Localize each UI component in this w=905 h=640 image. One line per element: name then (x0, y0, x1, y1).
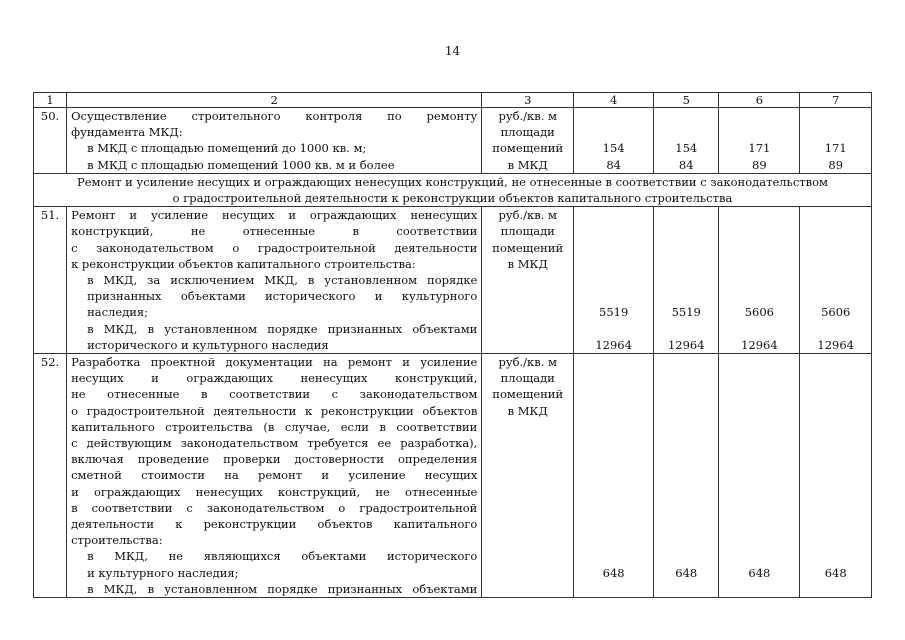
unit-line: в МКД (507, 256, 548, 271)
section-heading (34, 173, 872, 206)
value-cell (654, 207, 719, 354)
description-line: о градостроительной деятельности к реконструкции объектов (71, 403, 478, 418)
value: 5606 (821, 305, 851, 320)
value-cell (800, 207, 872, 354)
value: 648 (748, 565, 771, 580)
description-line: конструкций, не отнесенные в соответствии (71, 224, 478, 239)
value: 5519 (599, 305, 629, 320)
description-subitem: исторического и культурного наследия (87, 337, 329, 352)
value-cell (574, 108, 654, 174)
value: 154 (602, 141, 625, 156)
work-description (67, 108, 482, 174)
unit-cell (482, 354, 574, 598)
column-header: 6 (719, 93, 800, 108)
column-header: 3 (482, 93, 574, 108)
value-cell (800, 354, 872, 598)
description-line: деятельности к реконструкции объектов капитального (71, 517, 478, 532)
value: 84 (678, 157, 694, 172)
value-cell (574, 207, 654, 354)
description-line: Осуществление строительного контроля по ремонту (71, 109, 478, 123)
value: 12964 (741, 337, 778, 352)
description-line: капитального строительства (в случае, если в соответствии (71, 419, 478, 434)
description-line: к реконструкции объектов капитального строительства: (71, 256, 416, 271)
value: 84 (606, 157, 621, 172)
unit-line: в МКД (507, 157, 548, 172)
value-cell (719, 354, 800, 598)
tariff-table (33, 92, 872, 598)
description-line: Ремонт и усиление несущих и ограждающих ненесущих (71, 208, 478, 223)
column-header: 4 (574, 93, 654, 108)
description-line: сметной стоимости на ремонт и усиление несущих (71, 468, 478, 483)
row-number: 52. (34, 354, 67, 598)
section-heading-line: о градостроительной деятельности к реконструкции объектов капитального строительства (172, 191, 733, 206)
unit-line: помещений (492, 387, 564, 402)
unit-line: в МКД (507, 403, 548, 418)
table-header-row (34, 93, 872, 108)
value: 12964 (817, 337, 854, 352)
value-cell (574, 354, 654, 598)
column-header: 5 (654, 93, 719, 108)
unit-line: помещений (492, 240, 564, 255)
unit-line: площади (500, 371, 555, 386)
value: 171 (748, 141, 771, 156)
column-header: 2 (67, 93, 482, 108)
unit-cell (482, 108, 574, 174)
table-row (34, 354, 872, 598)
unit-line: руб./кв. м (498, 208, 557, 223)
value-cell (654, 108, 719, 174)
value-cell (719, 207, 800, 354)
value: 171 (824, 141, 847, 156)
work-description (67, 207, 482, 354)
column-header: 7 (800, 93, 872, 108)
unit-line: помещений (492, 141, 564, 156)
description-line: фундамента МКД: (71, 125, 183, 140)
description-line: не отнесенные в соответствии с законодательством (71, 387, 478, 402)
table-row (34, 207, 872, 354)
value-cell (719, 108, 800, 174)
unit-line: руб./кв. м (498, 355, 557, 370)
description-subitem: в МКД, в установленном порядке признанных объектами (87, 321, 478, 336)
value: 5606 (744, 305, 774, 320)
description-subitem: в МКД, не являющихся объектами исторического (87, 549, 478, 564)
section-heading-line: Ремонт и усиление несущих и ограждающих ненесущих конструкций, не отнесенные в соответствии с законодательством (77, 174, 828, 189)
value-cell (654, 354, 719, 598)
value: 648 (602, 565, 625, 580)
value: 89 (828, 157, 844, 172)
row-number: 50. (34, 108, 67, 174)
description-subitem: в МКД с площадью помещений до 1000 кв. м; (87, 141, 367, 156)
description-subitem: в МКД, за исключением МКД, в установленном порядке (87, 273, 478, 288)
row-number: 51. (34, 207, 67, 354)
description-subitem: в МКД, в установленном порядке признанных объектами (87, 581, 478, 596)
value: 154 (675, 141, 698, 156)
description-line: несущих и ограждающих ненесущих конструкций, (71, 371, 478, 386)
description-subitem: в МКД с площадью помещений 1000 кв. м и более (87, 157, 395, 172)
description-subitem: наследия; (87, 305, 149, 320)
page-number: 14 (444, 44, 461, 58)
description-line: и ограждающих ненесущих конструкций, не отнесенные (71, 484, 478, 499)
work-description (67, 354, 482, 598)
value: 648 (675, 565, 698, 580)
value: 89 (752, 157, 767, 172)
unit-line: площади (500, 125, 555, 140)
description-subitem: и культурного наследия; (87, 565, 239, 580)
description-subitem: признанных объектами исторического и культурного (87, 289, 478, 304)
description-line: строительства: (71, 533, 163, 548)
table-row (34, 108, 872, 174)
unit-line: руб./кв. м (498, 109, 557, 123)
value: 648 (824, 565, 847, 580)
column-header: 1 (34, 93, 67, 108)
value: 12964 (667, 337, 705, 352)
description-line: с законодательством о градостроительной деятельности (71, 240, 478, 255)
value: 5519 (671, 305, 701, 320)
value-cell (800, 108, 872, 174)
description-line: в соответствии с законодательством о градостроительной (71, 500, 478, 515)
section-header-row (34, 173, 872, 206)
unit-line: площади (500, 224, 555, 239)
description-line: Разработка проектной документации на ремонт и усиление (71, 355, 478, 370)
value: 12964 (595, 337, 632, 352)
description-line: с действующим законодательством требуется ее разработка), (71, 436, 478, 451)
unit-cell (482, 207, 574, 354)
description-line: включая проведение проверки достоверности определения (71, 452, 478, 467)
